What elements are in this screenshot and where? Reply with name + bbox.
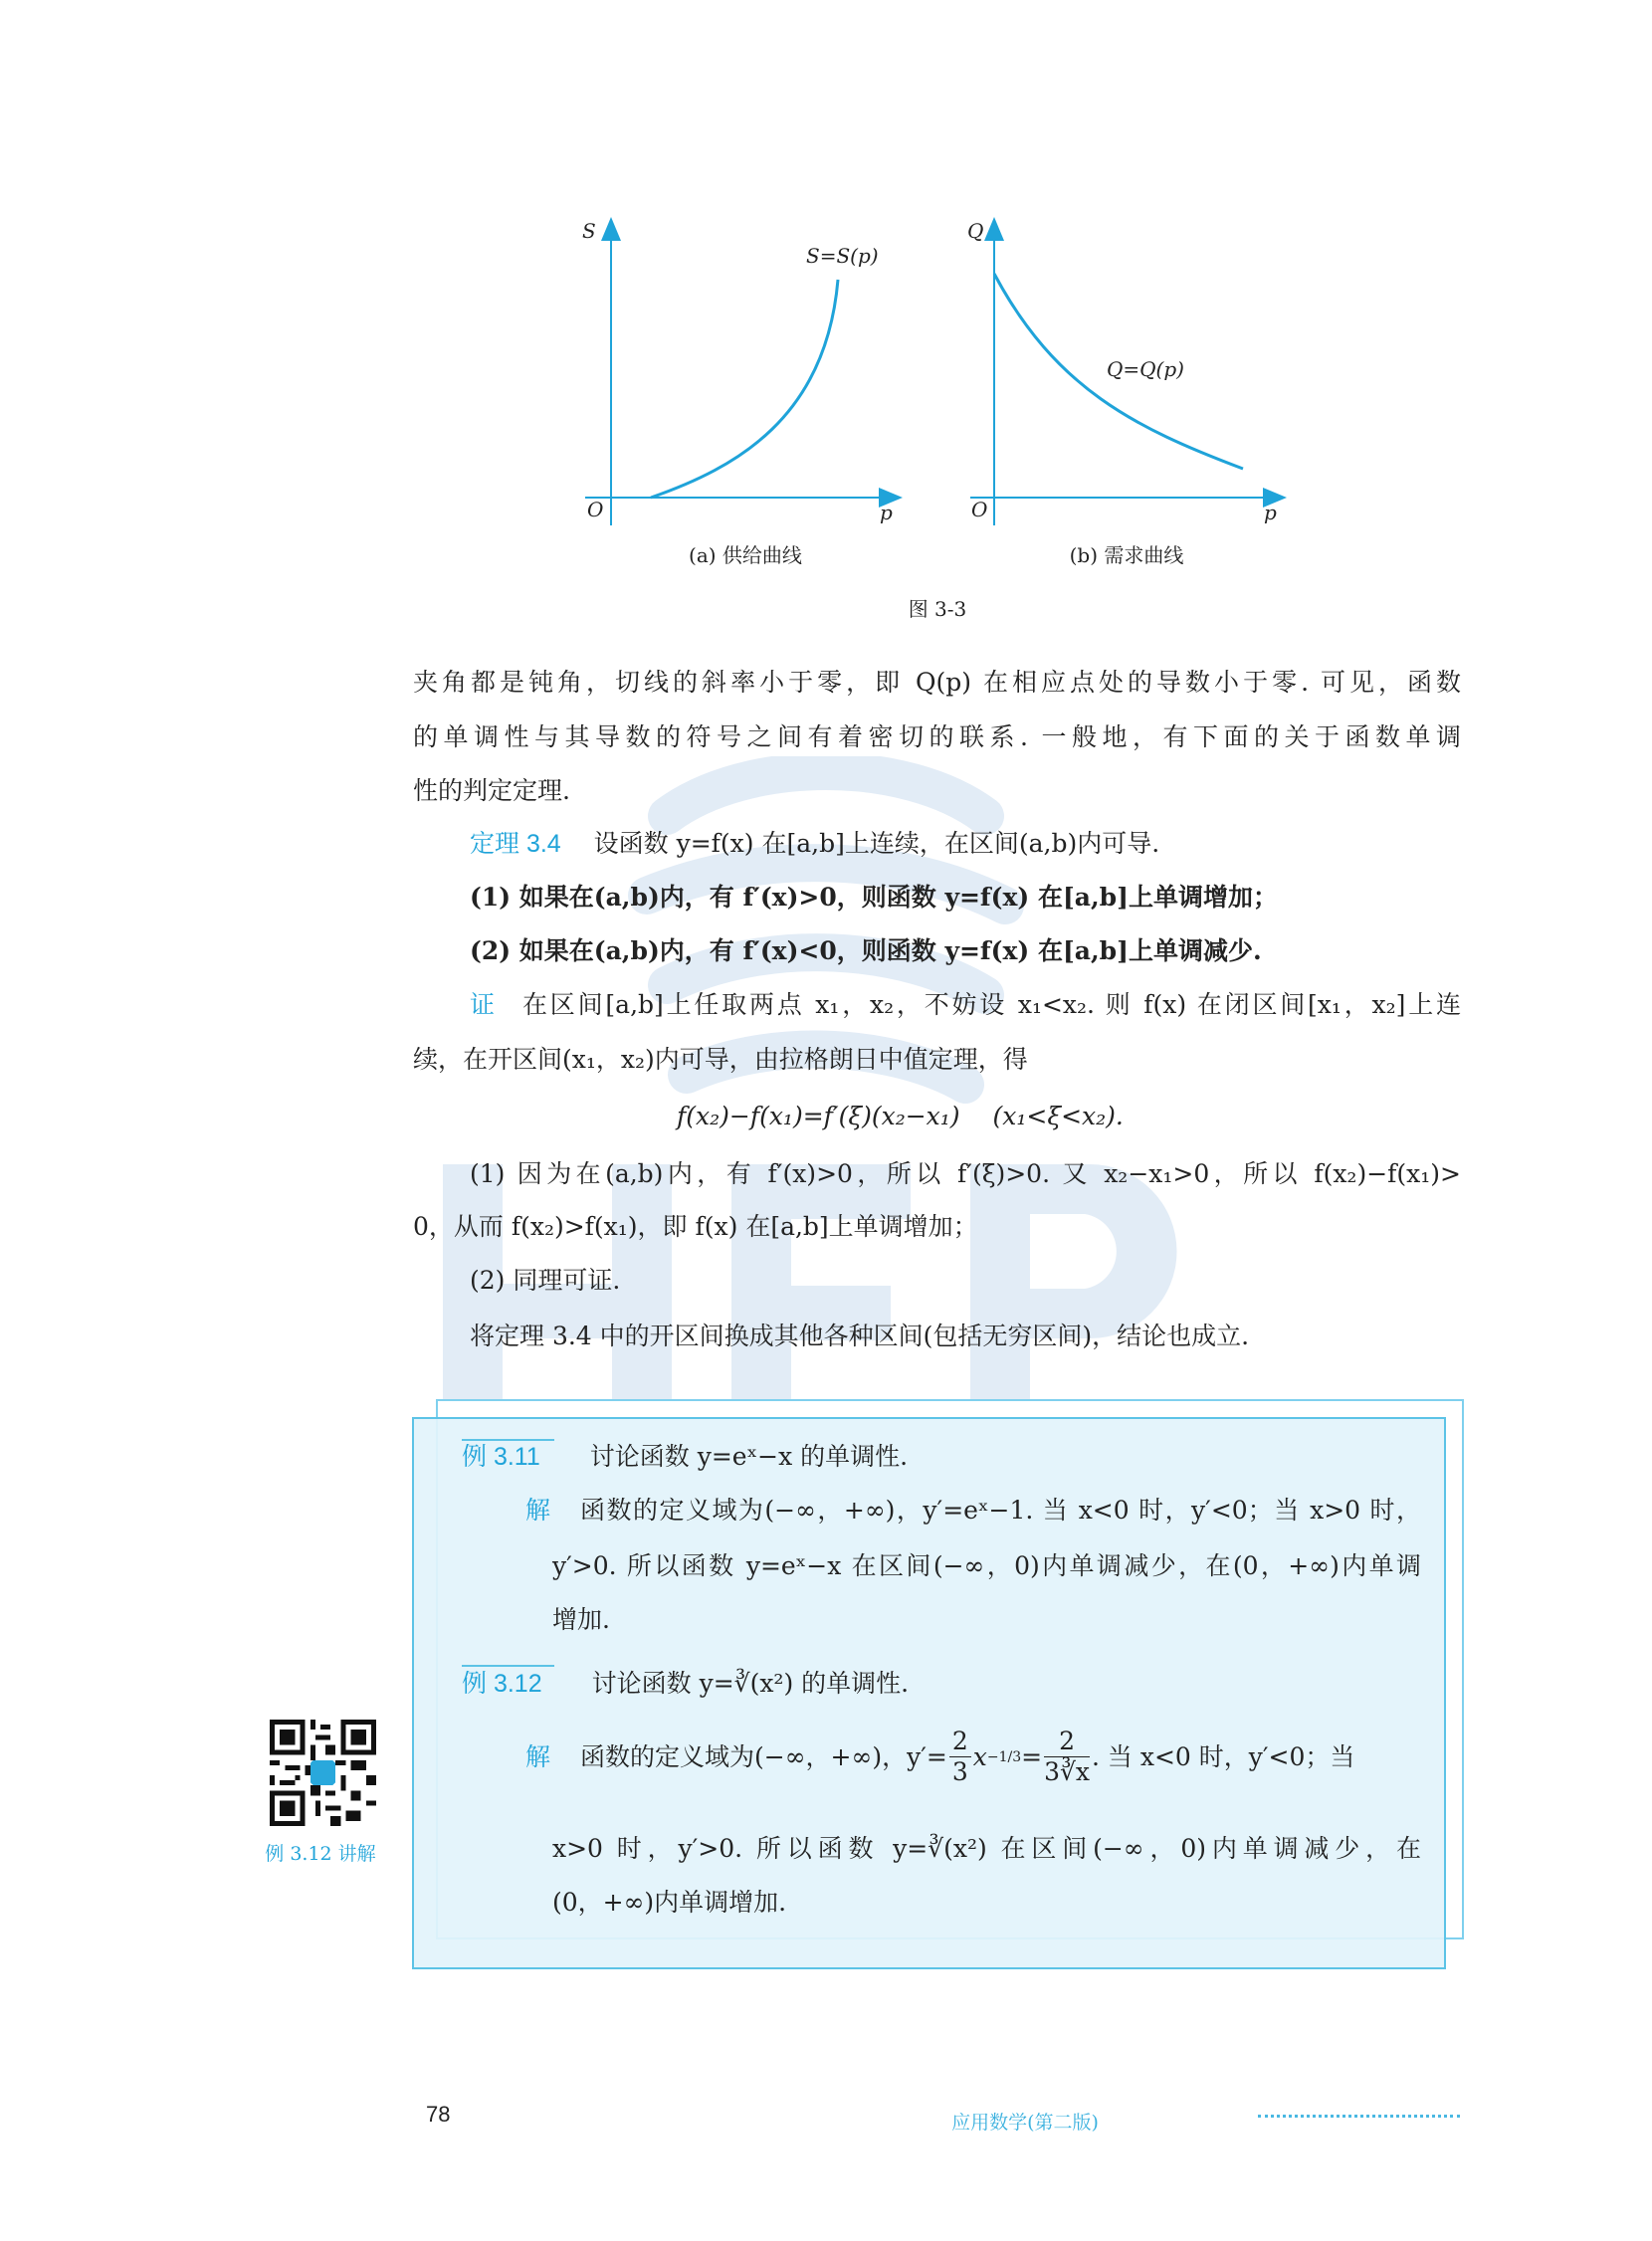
p-axis-label: p [880,501,893,524]
example-rule [462,1665,554,1667]
example-3-12-solution: 解 函数的定义域为(−∞，+∞)，y′= $\frac{2}{3}$ x −1/3 = $\frac{2}{3∛x}$ . 当 x<0 时，y′<0；当 [525,1727,1355,1786]
mean-value-formula: f(x₂)−f(x₁)=f′(ξ)(x₂−x₁) (x₁<ξ<x₂). [677,1102,1124,1130]
footer-dotted-rule [1258,2115,1460,2118]
proof-line: 0，从而 f(x₂)>f(x₁)，即 f(x) 在[a,b]上单调增加； [413,1212,978,1241]
supply-curve [651,280,838,498]
qr-code[interactable] [270,1720,376,1826]
page-number: 78 [426,2102,451,2127]
supply-curve-label: S=S(p) [806,244,879,268]
proof-line: (1) 因为在(a,b)内，有 f′(x)>0，所以 f′(ξ)>0. 又 x₂−x₁>0，所以 f(x₂)−f(x₁)> [470,1159,1461,1188]
origin-label: O [587,498,604,521]
solution-line: (0，+∞)内单调增加. [552,1888,787,1917]
book-title: 应用数学(第二版) [951,2112,1099,2134]
solution-line: x>0 时，y′>0. 所以函数 y=∛(x²) 在区间(−∞，0)内单调减少，在 [552,1834,1421,1863]
proof-line: 续，在开区间(x₁，x₂)内可导，由拉格朗日中值定理，得 [413,1045,1028,1074]
example-3-11-solution: 解 函数的定义域为(−∞，+∞)，y′=eˣ−1. 当 x<0 时，y′<0；当 x>0 时， [525,1496,1421,1525]
proof-line: (2) 同理可证. [470,1266,621,1295]
theorem-statement: 定理 3.4 设函数 y=f(x) 在[a,b]上连续，在区间(a,b)内可导. [470,829,1160,858]
body-line: 夹角都是钝角，切线的斜率小于零，即 Q(p) 在相应点处的导数小于零. 可见，函数 [413,668,1461,697]
theorem-item-2: (2) 如果在(a,b)内，有 f′(x)<0，则函数 y=f(x) 在[a,b]上单调减少. [470,936,1262,965]
caption-a: (a) 供给曲线 [689,543,802,567]
example-3-11-question: 例 3.11 讨论函数 y=eˣ−x 的单调性. [462,1442,909,1471]
demand-curve-label: Q=Q(p) [1107,357,1184,381]
remark-line: 将定理 3.4 中的开区间换成其他各种区间(包括无穷区间)，结论也成立. [470,1322,1250,1350]
figure-title: 图 3-3 [908,597,967,621]
body-line: 的单调性与其导数的符号之间有着密切的联系. 一般地，有下面的关于函数单调 [413,722,1461,751]
p-axis-label: p [1264,501,1277,524]
fraction: $\frac{2}{3}$ [949,1727,971,1787]
origin-label: O [971,498,988,521]
example-3-12-question: 例 3.12 讨论函数 y=∛(x²) 的单调性. [462,1669,910,1698]
fraction: $\frac{2}{3∛x}$ [1044,1727,1090,1786]
proof-line: 证 在区间[a,b]上任取两点 x₁，x₂，不妨设 x₁<x₂. 则 f(x) 在闭区间[x₁，x₂]上连 [470,990,1461,1019]
caption-b: (b) 需求曲线 [1069,543,1184,567]
theorem-item-1: (1) 如果在(a,b)内，有 f′(x)>0，则函数 y=f(x) 在[a,b]上单调增加； [470,883,1278,912]
solution-line: 增加. [552,1605,610,1634]
proof-label: 证 [470,991,496,1019]
qr-caption: 例 3.12 讲解 [265,1843,376,1865]
s-axis-label: S [582,219,596,243]
theorem-label: 定理 3.4 [470,830,561,858]
body-line: 性的判定定理. [413,776,570,805]
solution-line: y′>0. 所以函数 y=eˣ−x 在区间(−∞，0)内单调减少，在(0，+∞)内单调 [552,1551,1421,1580]
q-axis-label: Q [967,219,984,243]
